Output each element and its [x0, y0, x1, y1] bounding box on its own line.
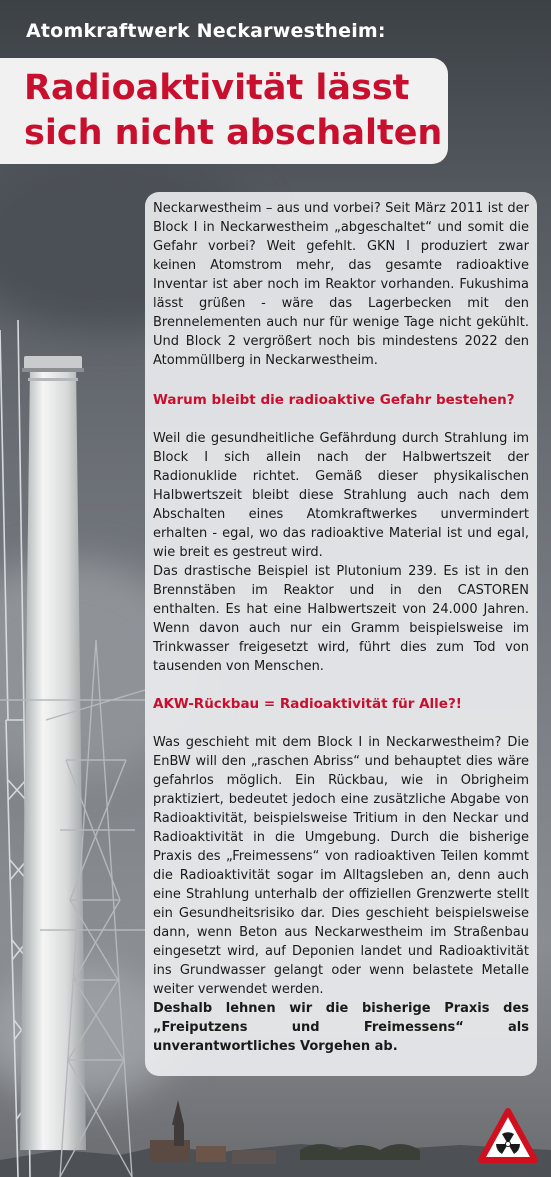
- chimney: [20, 356, 86, 1150]
- conclusion-paragraph: Deshalb lehnen wir die bisherige Praxis des „Freiputzens und Freimessens“ als unverantwortliches Vorgehen ab.: [153, 1001, 529, 1054]
- radiation-warning-icon: [478, 1108, 538, 1164]
- section-heading: AKW-Rückbau = Radioaktivität für Alle?!: [153, 696, 462, 712]
- paragraph: Was geschieht mit dem Block I in Neckarwestheim? Die EnBW will den „raschen Abriss“ und behauptet dies wäre gefahrlos möglich. Ein Rückbau, wie in Obrigheim praktiziert, bedeutet jedoch eine zusätzliche Abgabe von Radioaktivität, beispielsweise Tritium in den Neckar und Radioaktivität in die Umgebung. Durch die bisherige Praxis des „Freimessens“ von radioaktiven Teilen kommt die Radioaktivität sogar im Alltagsleben an, denn auch eine Strahlung unterhalb der offiziellen Grenzwerte stellt ein Gesundheitsrisiko dar. Dies geschieht beispielsweise dann, wenn Beton aus Neckarwestheim im Straßenbau eingesetzt wird, auf Deponien landet und Radioaktivität ins Grundwasser gelangt oder wenn belastete Metalle weiter verwendet werden.: [153, 735, 529, 997]
- paragraph: Weil die gesundheitliche Gefährdung durch Strahlung im Block I sich allein nach der Halbwertszeit der Radionuklide richtet. Gemäß dieser physikalischen Halbwertszeit bleibt diese Strahlung auch nach dem Abschalten eines Atomkraftwerkes unvermindert erhalten - egal, wo das radioaktive Material ist und egal, wie breit es gestreut wird.: [153, 431, 529, 560]
- paragraph: Das drastische Beispiel ist Plutonium 239. Es ist in den Brennstäben im Reaktor und in den CASTOREN enthalten. Es hat eine Halbwertszeit von 24.000 Jahren. Wenn davon auch nur ein Gramm beispielsweise im Trinkwasser freigesetzt wird, führt dies zum Tod von tausenden von Menschen.: [153, 564, 529, 674]
- header-kicker: Atomkraftwerk Neckarwestheim:: [26, 20, 386, 42]
- section-heading: Warum bleibt die radioaktive Gefahr bestehen?: [153, 392, 515, 408]
- article-body: [153, 199, 529, 1056]
- page-title: Radioaktivität lässt sich nicht abschalten: [24, 68, 443, 153]
- intro-paragraph: Neckarwestheim – aus und vorbei? Seit März 2011 ist der Block I in Neckarwestheim „abgeschaltet“ und somit die Gefahr vorbei? Weit gefehlt. GKN I produziert zwar keinen Atomstrom mehr, das gesamte radioaktive Inventar ist aber noch im Reaktor vorhanden. Fukushima lässt grüßen - wäre das Lagerbecken mit den Brennelementen auch nur für wenige Tage nicht gekühlt. Und Block 2 vergrößert noch bis mindestens 2022 den Atommüllberg in Neckarwestheim.: [153, 201, 529, 368]
